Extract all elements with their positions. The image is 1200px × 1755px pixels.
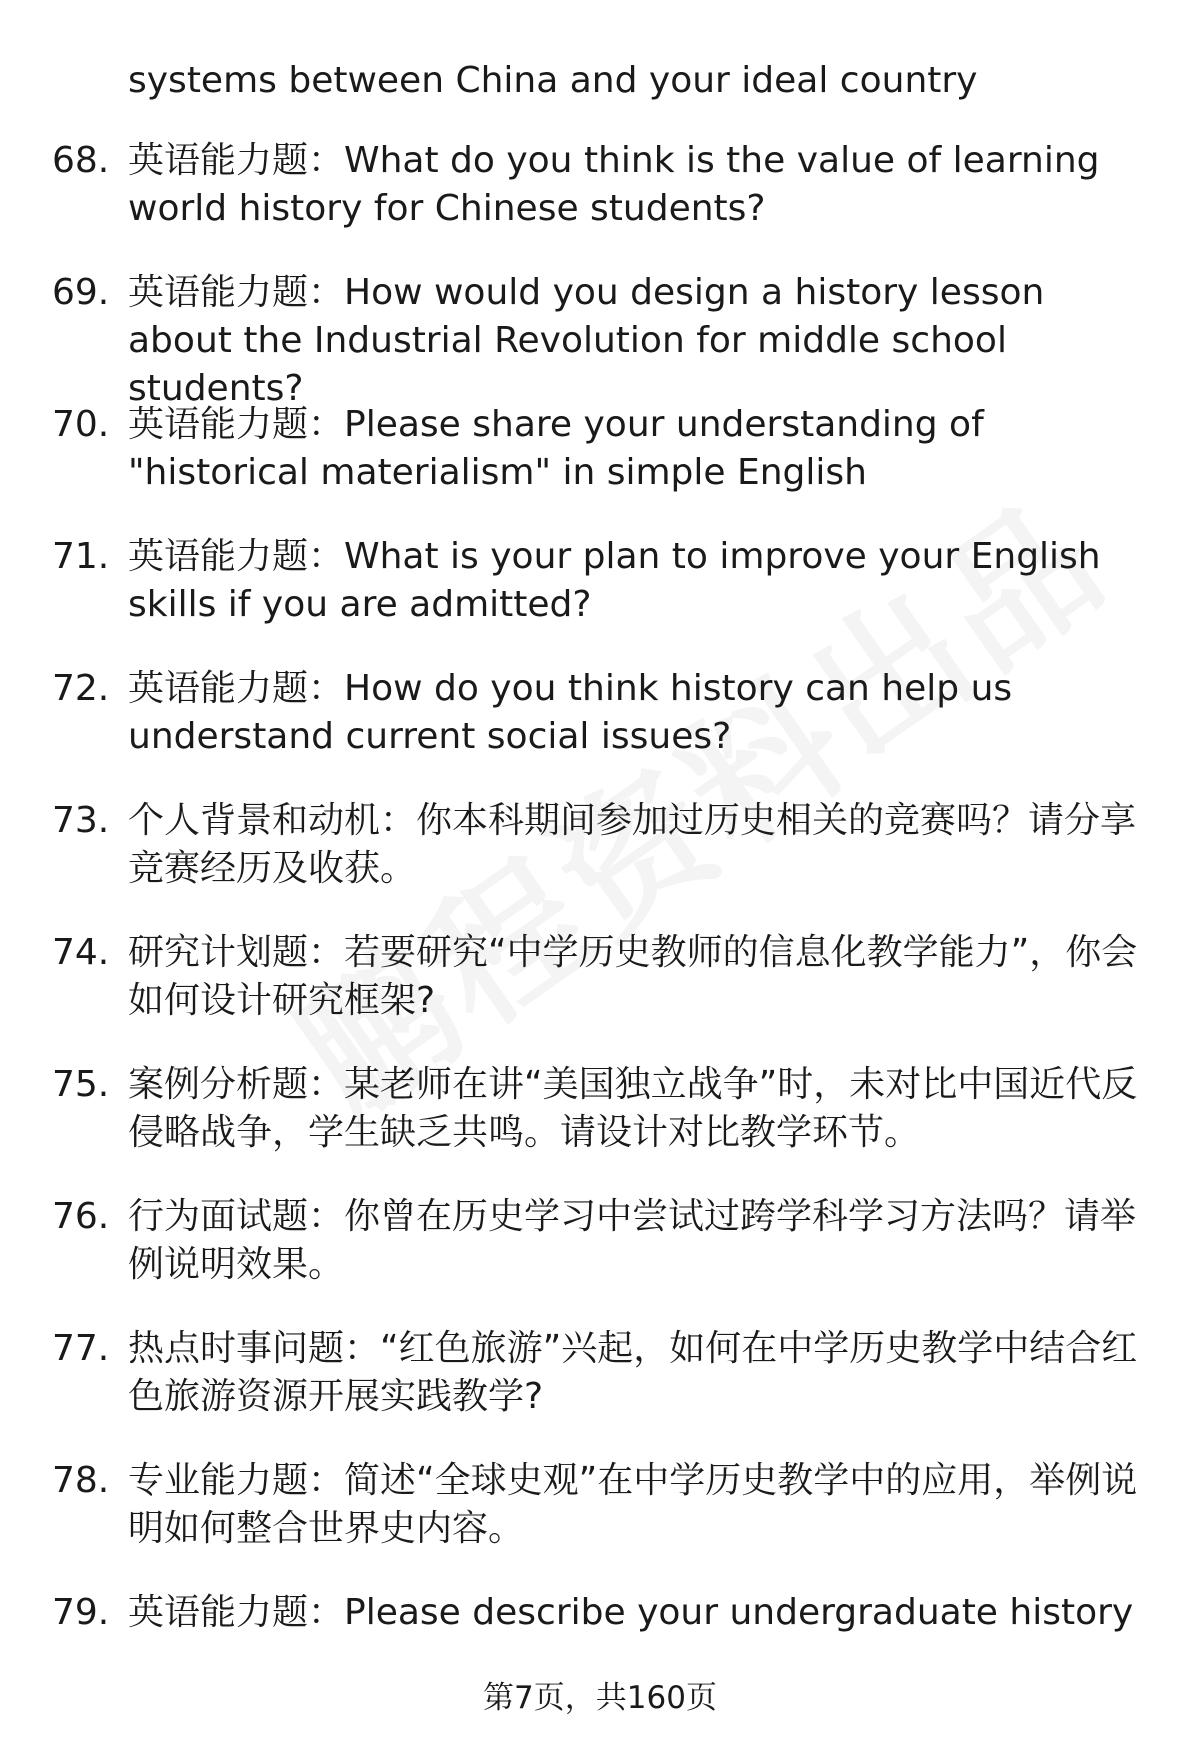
question-number: 76. [52,1196,110,1237]
question-number: 74. [52,932,110,973]
question-item [0,1457,1200,1589]
question-item [0,797,1200,929]
continuation-text: systems between China and your ideal country [128,60,978,101]
question-number: 70. [52,404,110,445]
question-text: 英语能力题：What is your plan to improve your English skills if you are admitted? [128,536,1101,625]
question-item [0,1193,1200,1325]
question-text: 案例分析题：某老师在讲“美国独立战争”时，未对比中国近代反侵略战争，学生缺乏共鸣。请设计对比教学环节。 [128,1064,1138,1153]
question-text: 行为面试题：你曾在历史学习中尝试过跨学科学习方法吗？请举例说明效果。 [128,1196,1137,1285]
question-number: 71. [52,536,110,577]
question-item [0,665,1200,797]
question-number: 78. [52,1460,110,1501]
question-number: 77. [52,1328,110,1369]
question-text: 英语能力题：What do you think is the value of learning world history for Chinese students? [128,140,1100,229]
question-text: 英语能力题：How would you design a history lesson about the Industrial Revolution for middle school students? [128,272,1045,409]
question-text: 英语能力题：How do you think history can help us understand current social issues? [128,668,1013,757]
question-number: 75. [52,1064,110,1105]
question-number: 73. [52,800,110,841]
question-text: 英语能力题：Please describe your undergraduate history [128,1592,1134,1633]
question-number: 79. [52,1592,110,1633]
question-text: 研究计划题：若要研究“中学历史教师的信息化教学能力”，你会如何设计研究框架? [128,932,1138,1021]
question-item [0,401,1200,533]
question-item [0,269,1200,409]
question-number: 72. [52,668,110,709]
question-list [0,137,1200,1721]
question-text: 热点时事问题：“红色旅游”兴起，如何在中学历史教学中结合红色旅游资源开展实践教学? [128,1328,1138,1417]
question-item [0,1325,1200,1457]
question-text: 个人背景和动机：你本科期间参加过历史相关的竞赛吗？请分享竞赛经历及收获。 [128,800,1137,889]
question-text: 英语能力题：Please share your understanding of "historical materialism" in simple English [128,404,984,493]
question-number: 68. [52,140,110,181]
question-text: 专业能力题：简述“全球史观”在中学历史教学中的应用，举例说明如何整合世界史内容。 [128,1460,1138,1549]
question-item [0,533,1200,665]
question-item [0,1061,1200,1193]
question-item [0,137,1200,269]
page-footer: 第7页，共160页 [483,1680,717,1716]
question-item [0,929,1200,1061]
question-number: 69. [52,272,110,313]
